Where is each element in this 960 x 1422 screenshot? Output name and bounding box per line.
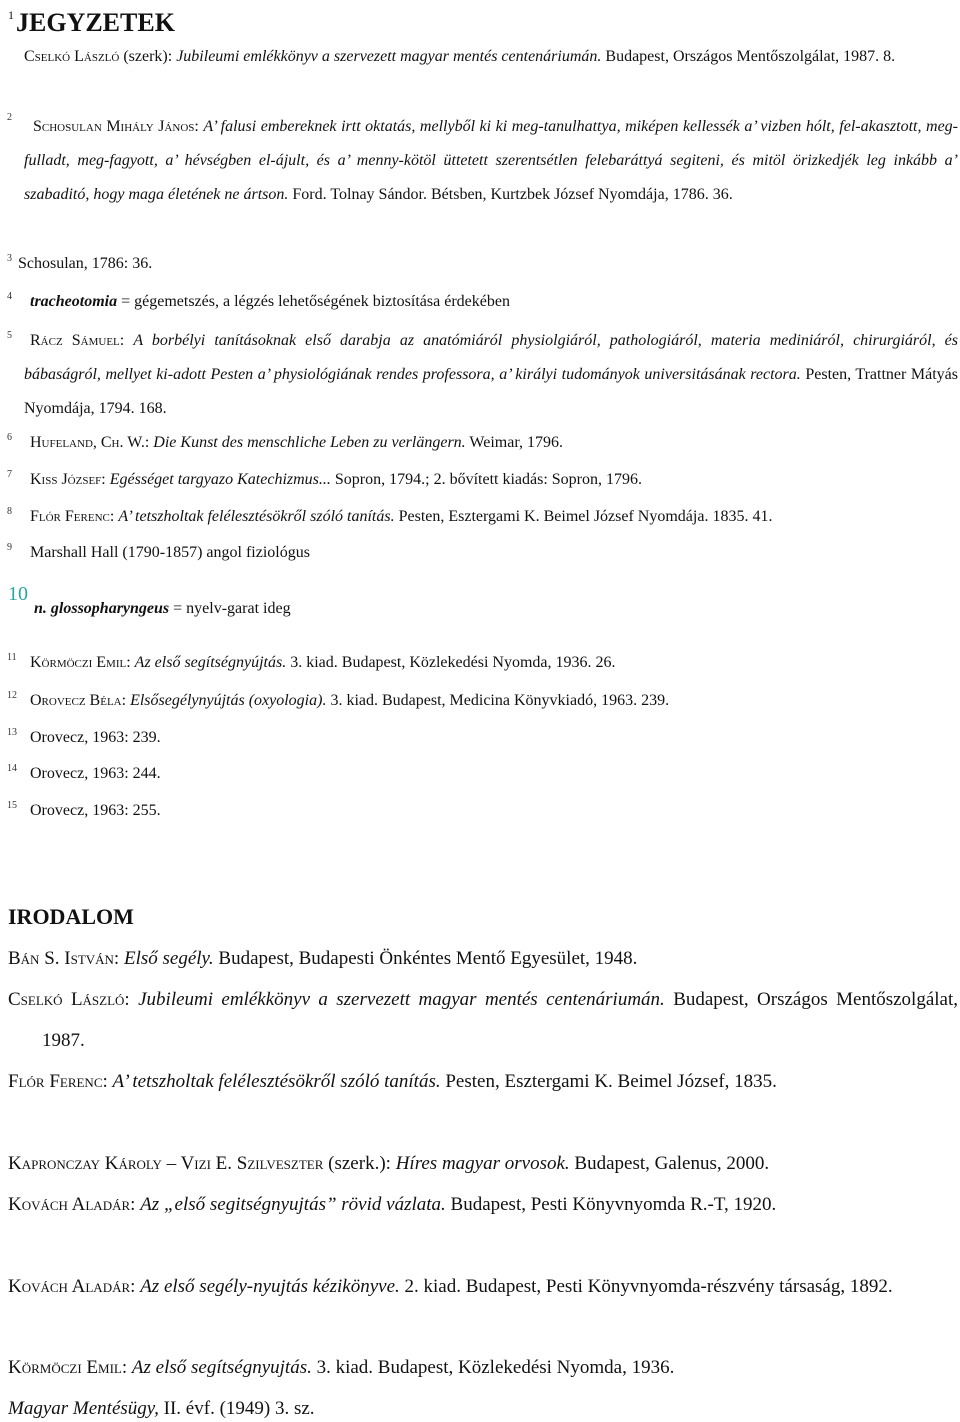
bibliography-heading: IRODALOM — [8, 904, 134, 929]
note-rest: Weimar, 1796. — [469, 434, 564, 451]
note-15 — [7, 794, 630, 828]
note-number: 9 — [7, 542, 12, 553]
ref-title: Jubileumi emlékkönyv a szervezett magyar mentés centenáriumán. — [138, 989, 665, 1010]
note-text: Orovecz, 1963: 255. — [30, 802, 161, 819]
note-rest: Pesten, Esztergami K. Beimel József Nyomdája. 1835. 41. — [398, 508, 773, 525]
note-author: Schosulan Mihály János: — [33, 118, 199, 135]
note-title: A borbélyi tanításoknak első darabja az anatómiáról physiolgiáról, pathologiáról, materia mediniáról, chirurgiáról, és bábaságról, mellyet ki-adott Pesten a’ physiológiának rendes professora, a’ királyi tudományok universitásának rectora. — [24, 332, 959, 383]
bibliography-item — [8, 1184, 958, 1225]
ref-rest: 3. kiad. Budapest, Közlekedési Nyomda, 1936. — [316, 1357, 675, 1378]
note-number: 3 — [7, 253, 12, 264]
note-3 — [7, 247, 618, 281]
note-number: 4 — [7, 291, 12, 302]
note-rest: Pesten, Trattner Mátyás Nyomdája, 1794. 168. — [24, 366, 959, 417]
ref-rest: Budapest, Pesti Könyvnyomda R.-T, 1920. — [450, 1194, 777, 1215]
note-rest: Sopron, 1794.; 2. bővített kiadás: Sopron, 1796. — [334, 471, 643, 488]
title-note-number: 1 — [8, 8, 14, 22]
note-rest: = gégemetszés, a légzés lehetőségének biztosítása érdekében — [121, 293, 510, 310]
note-number: 11 — [7, 652, 17, 663]
note-number: 13 — [7, 727, 17, 738]
bibliography-item — [8, 1143, 958, 1184]
note-4 — [7, 285, 950, 319]
ref-author: Cselkó László: — [8, 989, 130, 1010]
note-number: 2 — [7, 112, 12, 123]
ref-author: Körmöczi Emil: — [8, 1357, 128, 1378]
note-10 — [8, 583, 634, 626]
ref-rest: Budapest, Országos Mentőszolgálat, 1987. — [42, 989, 959, 1051]
note-number: 7 — [7, 469, 12, 480]
note-rest: Ford. Tolnay Sándor. Bétsben, Kurtzbek József Nyomdája, 1786. 36. — [292, 186, 733, 203]
note-14 — [7, 757, 630, 791]
note-11 — [7, 646, 950, 680]
note-author: Hufeland, Ch. W.: — [30, 434, 150, 451]
note-1 — [24, 40, 958, 74]
ref-rest: Pesten, Esztergami K. Beimel József, 1835. — [445, 1071, 777, 1092]
note-text: Schosulan, 1786: 36. — [18, 255, 153, 272]
ref-rest: Budapest, Budapesti Önkéntes Mentő Egyesület, 1948. — [218, 948, 638, 969]
ref-author: Bán S. István: — [8, 948, 120, 969]
note-number: 5 — [7, 330, 12, 341]
note-13 — [7, 721, 630, 755]
note-number: 14 — [7, 763, 17, 774]
note-number: 15 — [7, 800, 17, 811]
ref-author: Flór Ferenc: — [8, 1071, 108, 1092]
note-author: Körmöczi Emil: — [30, 654, 131, 671]
note-number: 12 — [7, 690, 17, 701]
ref-title: Híres magyar orvosok. — [395, 1153, 570, 1174]
ref-title: A’ tetszholtak felélesztésökről szóló tanítás. — [112, 1071, 441, 1092]
bibliography-item — [8, 1347, 958, 1388]
note-title: A’ falusi embereknek irtt oktatás, mellyből ki ki meg-tanulhattya, miképen kellessék a’ vizben hólt, fel-akasztott, meg-fulladt, meg-fagyott, a’ hévségben el-ájult, és a’ menny-kötöl üttetett szerentsétlen felebaráttyá segiteni, és mitöl örizkedjék leg inkább a’ szabaditó, hogy maga életének ne ártson. — [24, 118, 958, 203]
note-6 — [7, 426, 950, 460]
title-text: JEGYZETEK — [16, 8, 175, 37]
note-rest: 3. kiad. Budapest, Közlekedési Nyomda, 1936. 26. — [290, 654, 616, 671]
note-term: tracheotomia — [30, 293, 118, 310]
note-number: 10 — [8, 583, 28, 605]
note-author: Rácz Sámuel: — [30, 332, 125, 349]
ref-title: Első segély. — [123, 948, 214, 969]
note-8 — [7, 500, 956, 534]
note-9 — [7, 536, 630, 570]
note-lead: (szerk): — [123, 48, 173, 65]
note-text: Orovecz, 1963: 244. — [30, 765, 161, 782]
note-author: Flór Ferenc: — [30, 508, 115, 525]
note-author: Orovecz Béla: — [30, 692, 127, 709]
ref-author: Kovách Aladár: — [8, 1194, 136, 1215]
note-title: Elsősegélynyújtás (oxyologia). — [130, 692, 327, 709]
ref-author: Kapronczay Károly – Vizi E. Szilveszter — [8, 1153, 324, 1174]
ref-author: Kovách Aladár: — [8, 1276, 136, 1297]
bibliography-item — [8, 1266, 958, 1307]
bibliography-item — [8, 938, 958, 979]
note-2 — [7, 110, 958, 212]
ref-title: Az „első segitségnyujtás” rövid vázlata. — [140, 1194, 446, 1215]
ref-title: Az első segítségnyujtás. — [131, 1357, 312, 1378]
note-5 — [7, 324, 959, 426]
note-text: Orovecz, 1963: 239. — [30, 729, 161, 746]
note-title: Jubileumi emlékkönyv a szervezett magyar mentés centenáriumán. — [176, 48, 602, 65]
note-12 — [7, 684, 950, 718]
ref-rest: II. évf. (1949) 3. sz. — [163, 1398, 315, 1419]
note-title: Az első segítségnyújtás. — [134, 654, 287, 671]
ref-title: Magyar Mentésügy, — [8, 1398, 159, 1419]
note-rest: Budapest, Országos Mentőszolgálat, 1987. 8. — [605, 48, 896, 65]
ref-title: Az első segély-nyujtás kézikönyve. — [140, 1276, 400, 1297]
ref-rest: 2. kiad. Budapest, Pesti Könyvnyomda-részvény társaság, 1892. — [404, 1276, 893, 1297]
note-rest: = nyelv-garat ideg — [173, 600, 291, 617]
page-title — [8, 0, 175, 38]
note-title: Egésséget targyazo Katechizmus... — [109, 471, 331, 488]
note-text: Marshall Hall (1790-1857) angol fiziológus — [30, 544, 310, 561]
note-title: Die Kunst des menschliche Leben zu verlängern. — [153, 434, 466, 451]
note-7 — [7, 463, 950, 497]
note-title: A’ tetszholtak felélesztésökről szóló tanítás. — [118, 508, 395, 525]
note-author: Cselkó László — [24, 48, 120, 65]
ref-lead: (szerk.): — [328, 1153, 391, 1174]
ref-rest: Budapest, Galenus, 2000. — [574, 1153, 770, 1174]
note-number: 8 — [7, 506, 12, 517]
bibliography-item — [8, 1061, 958, 1102]
note-number: 6 — [7, 432, 12, 443]
note-author: Kiss József: — [30, 471, 106, 488]
note-term: n. glossopharyngeus — [34, 600, 170, 617]
bibliography-item — [8, 979, 958, 1061]
note-rest: 3. kiad. Budapest, Medicina Könyvkiadó, 1963. 239. — [330, 692, 670, 709]
bibliography-item — [8, 1388, 958, 1422]
